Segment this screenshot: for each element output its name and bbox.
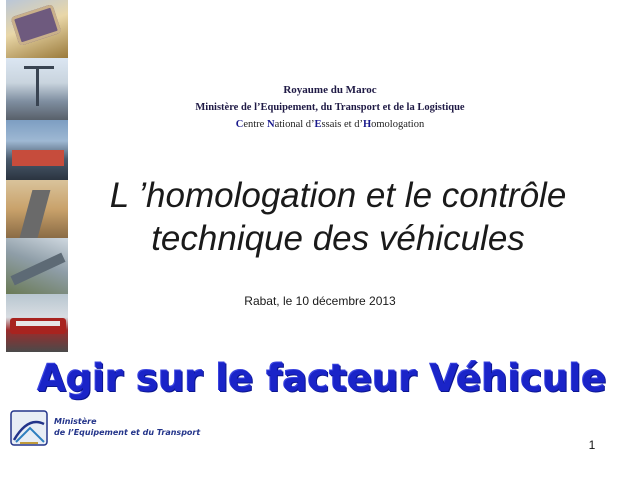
train-photo [6,294,68,354]
port-photo [6,58,68,122]
satellite-photo [6,0,68,60]
highway-photo [6,238,68,296]
title-line-2: technique des véhicules [151,219,525,258]
centre-name: Centre National d’Essais et d’Homologation [235,119,425,130]
title-line-1: L ’homologation et le contrôle [109,176,567,215]
date-text: Rabat, le 10 décembre 2013 [244,294,396,308]
slide-title [68,174,608,260]
road-photo [6,180,68,240]
header [130,82,530,133]
kingdom-name: Royaume du Maroc [283,84,377,96]
photo-strip [6,0,68,360]
ship-photo [6,120,68,182]
ministry-logo [10,410,210,450]
page-number: 1 [588,438,596,452]
slogan: Agir sur le facteur Véhicule [37,357,607,400]
ministry-name: Ministère de l’Equipement, du Transport et de la Logistique [195,102,465,113]
logo-text: Ministère de l’Equipement et du Transport [54,417,201,437]
ministry-emblem-icon [10,410,50,448]
